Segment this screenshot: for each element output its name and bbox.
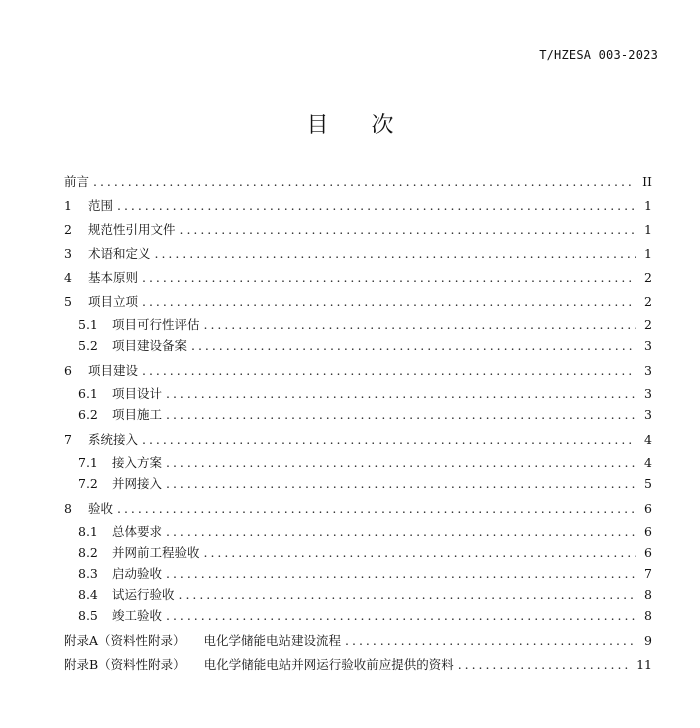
- toc-entry[interactable]: [64, 584, 652, 605]
- toc-entry[interactable]: [64, 404, 652, 428]
- toc-entry[interactable]: [64, 428, 652, 452]
- dot-leader: [166, 521, 636, 542]
- toc-entry-number: 8.5: [78, 608, 98, 623]
- dot-leader: [166, 473, 636, 494]
- toc-page-number: 6: [644, 501, 652, 516]
- toc-entry[interactable]: [64, 542, 652, 563]
- dot-leader: [142, 290, 636, 314]
- toc-entry-title: 系统接入: [88, 432, 139, 447]
- toc-page-number: 1: [644, 222, 652, 237]
- toc-entry-title: 术语和定义: [88, 246, 151, 261]
- toc-entry-title: 项目施工: [112, 407, 163, 422]
- toc-entry-number: 8: [64, 501, 72, 516]
- toc-entry[interactable]: [64, 497, 652, 521]
- toc-entry-title: 试运行验收: [112, 587, 175, 602]
- toc-entry[interactable]: [64, 218, 652, 242]
- toc-page-number: 5: [644, 476, 652, 491]
- toc-entry[interactable]: [64, 563, 652, 584]
- dot-leader: [155, 242, 636, 266]
- toc-entry-title: 规范性引用文件: [88, 222, 176, 237]
- dot-leader: [166, 452, 636, 473]
- toc-entry-title: 前言: [64, 174, 90, 189]
- toc-entry-number: 2: [64, 222, 72, 237]
- toc-entry-title: 范围: [88, 198, 114, 213]
- toc-page-number: 3: [644, 386, 652, 401]
- toc-page-number: 6: [644, 524, 652, 539]
- toc-entry-number: 1: [64, 198, 72, 213]
- dot-leader: [204, 542, 636, 563]
- toc-entry[interactable]: [64, 242, 652, 266]
- toc-page-number: 2: [644, 317, 652, 332]
- toc-entry[interactable]: [64, 629, 652, 653]
- dot-leader: [166, 605, 636, 626]
- dot-leader: [142, 359, 636, 383]
- toc-page-number: 11: [636, 657, 652, 672]
- toc-entry-title: 电化学储能电站并网运行验收前应提供的资料: [203, 657, 454, 672]
- dot-leader: [458, 653, 632, 677]
- toc-entry[interactable]: [64, 473, 652, 497]
- toc-entry-title: 项目可行性评估: [112, 317, 200, 332]
- dot-leader: [142, 266, 636, 290]
- toc-entry[interactable]: [64, 266, 652, 290]
- toc-page-number: 1: [644, 198, 652, 213]
- toc-entry[interactable]: [64, 335, 652, 359]
- toc-entry[interactable]: [64, 653, 652, 677]
- dot-leader: [180, 218, 636, 242]
- toc-entry[interactable]: [64, 383, 652, 404]
- toc-page-number: 3: [644, 338, 652, 353]
- document-code: T/HZESA 003-2023: [539, 48, 658, 62]
- toc-entry-number: 6.1: [78, 386, 98, 401]
- dot-leader: [117, 497, 636, 521]
- toc-entry[interactable]: [64, 605, 652, 629]
- toc-entry-number: 8.3: [78, 566, 98, 581]
- toc-page-number: II: [642, 174, 652, 189]
- dot-leader: [166, 383, 636, 404]
- table-of-contents: [64, 170, 652, 677]
- toc-page-number: 6: [644, 545, 652, 560]
- toc-entry[interactable]: [64, 521, 652, 542]
- toc-page-number: 2: [644, 270, 652, 285]
- toc-entry-number: 6: [64, 363, 72, 378]
- toc-annex-label: 附录B（资料性附录）: [64, 657, 186, 672]
- dot-leader: [93, 170, 636, 194]
- dot-leader: [117, 194, 636, 218]
- toc-entry-title: 并网接入: [112, 476, 163, 491]
- dot-leader: [179, 584, 636, 605]
- toc-entry-title: 启动验收: [112, 566, 163, 581]
- toc-page-number: 8: [644, 608, 652, 623]
- toc-entry-title: 竣工验收: [112, 608, 163, 623]
- dot-leader: [204, 314, 636, 335]
- toc-entry-number: 6.2: [78, 407, 98, 422]
- toc-entry[interactable]: [64, 290, 652, 314]
- toc-entry-number: 8.2: [78, 545, 98, 560]
- toc-entry-number: 5.1: [78, 317, 98, 332]
- toc-entry-number: 8.4: [78, 587, 98, 602]
- toc-entry[interactable]: [64, 359, 652, 383]
- toc-entry[interactable]: [64, 452, 652, 473]
- toc-entry-title: 验收: [88, 501, 114, 516]
- toc-entry-title: 项目设计: [112, 386, 163, 401]
- toc-entry-number: 4: [64, 270, 72, 285]
- toc-page-number: 2: [644, 294, 652, 309]
- dot-leader: [166, 404, 636, 425]
- dot-leader: [191, 335, 636, 356]
- toc-page-number: 4: [644, 432, 652, 447]
- page-title: 目 次: [306, 113, 412, 138]
- toc-page-number: 9: [644, 633, 652, 648]
- toc-page-number: 3: [644, 363, 652, 378]
- toc-entry-title: 并网前工程验收: [112, 545, 200, 560]
- toc-entry-title: 接入方案: [112, 455, 163, 470]
- toc-entry-title: 总体要求: [112, 524, 163, 539]
- toc-entry[interactable]: [64, 314, 652, 335]
- toc-page-number: 3: [644, 407, 652, 422]
- toc-entry-number: 3: [64, 246, 72, 261]
- toc-entry-number: 7.1: [78, 455, 98, 470]
- toc-page-number: 4: [644, 455, 652, 470]
- toc-entry[interactable]: [64, 194, 652, 218]
- toc-entry-title: 项目建设: [88, 363, 139, 378]
- dot-leader: [345, 629, 636, 653]
- toc-entry-number: 7.2: [78, 476, 98, 491]
- toc-entry-title: 基本原则: [88, 270, 139, 285]
- toc-entry-number: 8.1: [78, 524, 98, 539]
- dot-leader: [142, 428, 636, 452]
- toc-entry-number: 5: [64, 294, 72, 309]
- toc-page-number: 8: [644, 587, 652, 602]
- toc-entry-title: 项目建设备案: [112, 338, 188, 353]
- toc-entry[interactable]: [64, 170, 652, 194]
- toc-entry-title: 项目立项: [88, 294, 139, 309]
- dot-leader: [166, 563, 636, 584]
- toc-page-number: 7: [644, 566, 652, 581]
- toc-entry-number: 5.2: [78, 338, 98, 353]
- toc-entry-number: 7: [64, 432, 72, 447]
- toc-annex-label: 附录A（资料性附录）: [64, 633, 186, 648]
- toc-entry-title: 电化学储能电站建设流程: [203, 633, 342, 648]
- toc-page-number: 1: [644, 246, 652, 261]
